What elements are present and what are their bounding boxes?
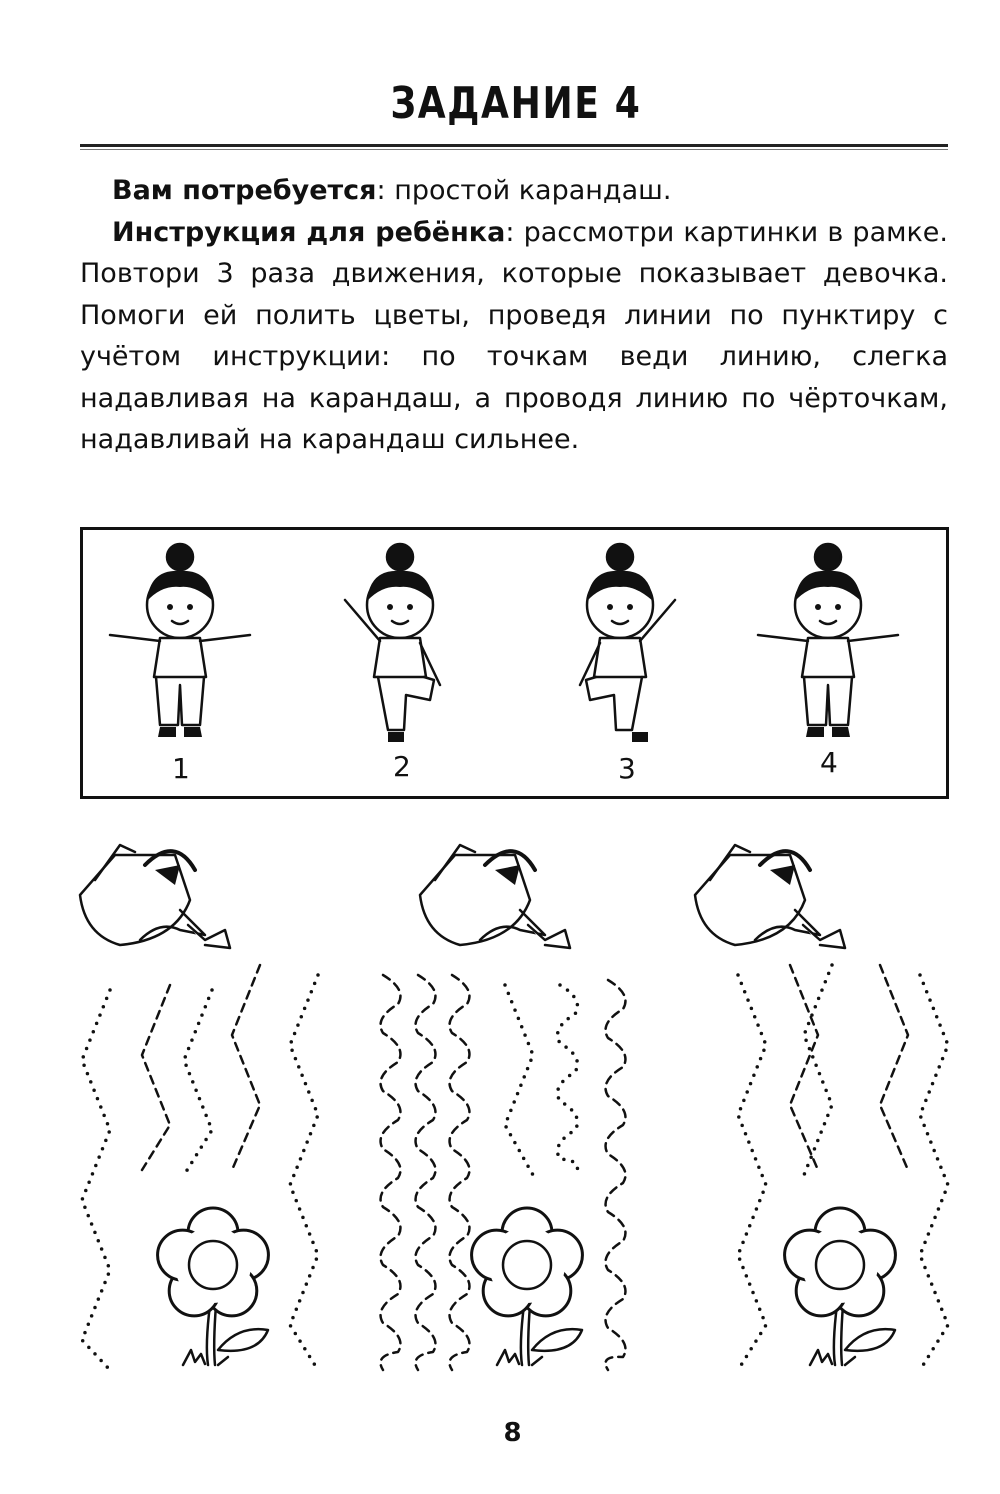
watering-can-icon-1: [80, 845, 230, 948]
pose-number-3: 3: [618, 752, 636, 785]
dotted-tracing-line-10[interactable]: [558, 985, 578, 1175]
flower-icon-1: [158, 1208, 269, 1365]
girl-pose-1: [110, 544, 250, 737]
dotted-tracing-line-16[interactable]: [920, 975, 948, 1370]
pose-number-1: 1: [172, 752, 190, 785]
dashed-tracing-line-4[interactable]: [232, 965, 260, 1170]
dashed-tracing-line-8[interactable]: [450, 975, 470, 1370]
dotted-tracing-line-12[interactable]: [738, 975, 766, 1370]
pose-number-2: 2: [393, 750, 411, 783]
dashed-tracing-line-2[interactable]: [142, 985, 170, 1170]
dotted-tracing-line-3[interactable]: [184, 990, 212, 1175]
dashed-tracing-line-6[interactable]: [381, 975, 401, 1370]
materials-value: : простой карандаш.: [376, 175, 672, 206]
watering-can-icon-3: [695, 845, 845, 948]
dotted-tracing-line-1[interactable]: [82, 990, 110, 1370]
dashed-tracing-line-15[interactable]: [880, 965, 908, 1170]
dotted-tracing-line-5[interactable]: [290, 975, 318, 1370]
watering-can-icon-2: [420, 845, 570, 948]
girl-pose-2: [345, 544, 440, 742]
dotted-tracing-line-14[interactable]: [804, 965, 832, 1175]
flower-icon-3: [785, 1208, 896, 1365]
instruction-label: Инструкция для ребёнка: [112, 216, 506, 248]
task-title: ЗАДАНИЕ 4: [390, 78, 642, 129]
dashed-tracing-line-11[interactable]: [606, 980, 626, 1370]
materials-label: Вам потребуется: [112, 175, 377, 206]
instruction-value: : рассмотри картинки в рамке. Повтори 3 раза движения, которые показывает девочка. Помоги ей полить цветы, проведя линии по пунктиру с учётом инструкции: по точкам веди линию, слегка надавливая на карандаш, а проводя линию по чёрточкам, надавливай на карандаш сильнее.: [80, 216, 948, 455]
page-number: 8: [503, 1418, 522, 1448]
pose-number-4: 4: [820, 746, 838, 779]
girl-pose-3: [580, 544, 675, 742]
dashed-tracing-line-7[interactable]: [416, 975, 436, 1370]
girl-pose-4: [758, 544, 898, 737]
dotted-tracing-line-9[interactable]: [505, 985, 533, 1175]
flower-icon-2: [472, 1208, 583, 1365]
dashed-tracing-line-13[interactable]: [790, 965, 818, 1170]
